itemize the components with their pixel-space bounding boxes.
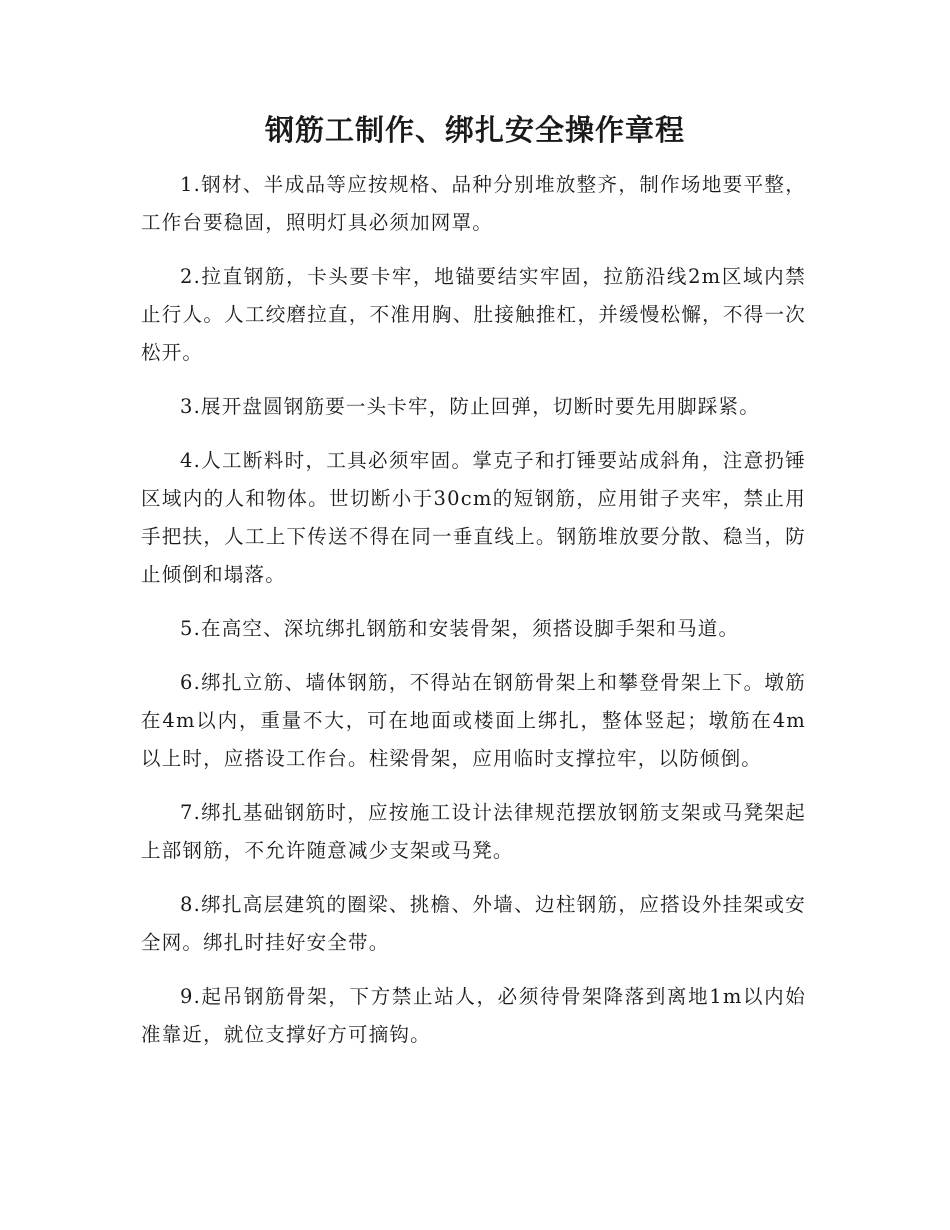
paragraph-2: 2.拉直钢筋，卡头要卡牢，地锚要结实牢固，拉筋沿线2m区域内禁止行人。人工绞磨拉直，不准用胸、肚接触推杠，并缓慢松懈，不得一次松开。 [141, 265, 806, 364]
paragraph-9: 9.起吊钢筋骨架，下方禁止站人，必须待骨架降落到离地1m以内始准靠近，就位支撑好方可摘钩。 [141, 985, 806, 1046]
paragraph-1: 1.钢材、半成品等应按规格、品种分别堆放整齐，制作场地要平整，工作台要稳固，照明灯具必须加网罩。 [141, 173, 806, 234]
document-title: 钢筋工制作、绑扎安全操作章程 [264, 113, 685, 147]
document-body [141, 166, 806, 1070]
paragraph-7: 7.绑扎基础钢筋时，应按施工设计法律规范摆放钢筋支架或马凳架起上部钢筋，不允许随意减少支架或马凳。 [141, 801, 806, 862]
paragraph-6: 6.绑扎立筋、墙体钢筋，不得站在钢筋骨架上和攀登骨架上下。墩筋在4m以内，重量不大，可在地面或楼面上绑扎，整体竖起；墩筋在4m以上时，应搭设工作台。柱梁骨架，应用临时支撑拉牢，以防倾倒。 [141, 671, 806, 770]
paragraph-8: 8.绑扎高层建筑的圈梁、挑檐、外墙、边柱钢筋，应搭设外挂架或安全网。绑扎时挂好安全带。 [141, 893, 806, 954]
paragraph-5: 5.在高空、深坑绑扎钢筋和安装骨架，须搭设脚手架和马道。 [180, 617, 740, 640]
paragraph-3: 3.展开盘圆钢筋要一头卡牢，防止回弹，切断时要先用脚踩紧。 [180, 395, 760, 418]
paragraph-4: 4.人工断料时，工具必须牢固。掌克子和打锤要站成斜角，注意扔锤区域内的人和物体。世切断小于30cm的短钢筋，应用钳子夹牢，禁止用手把扶，人工上下传送不得在同一垂直线上。钢筋堆放要分散、稳当，防止倾倒和塌落。 [141, 449, 806, 586]
